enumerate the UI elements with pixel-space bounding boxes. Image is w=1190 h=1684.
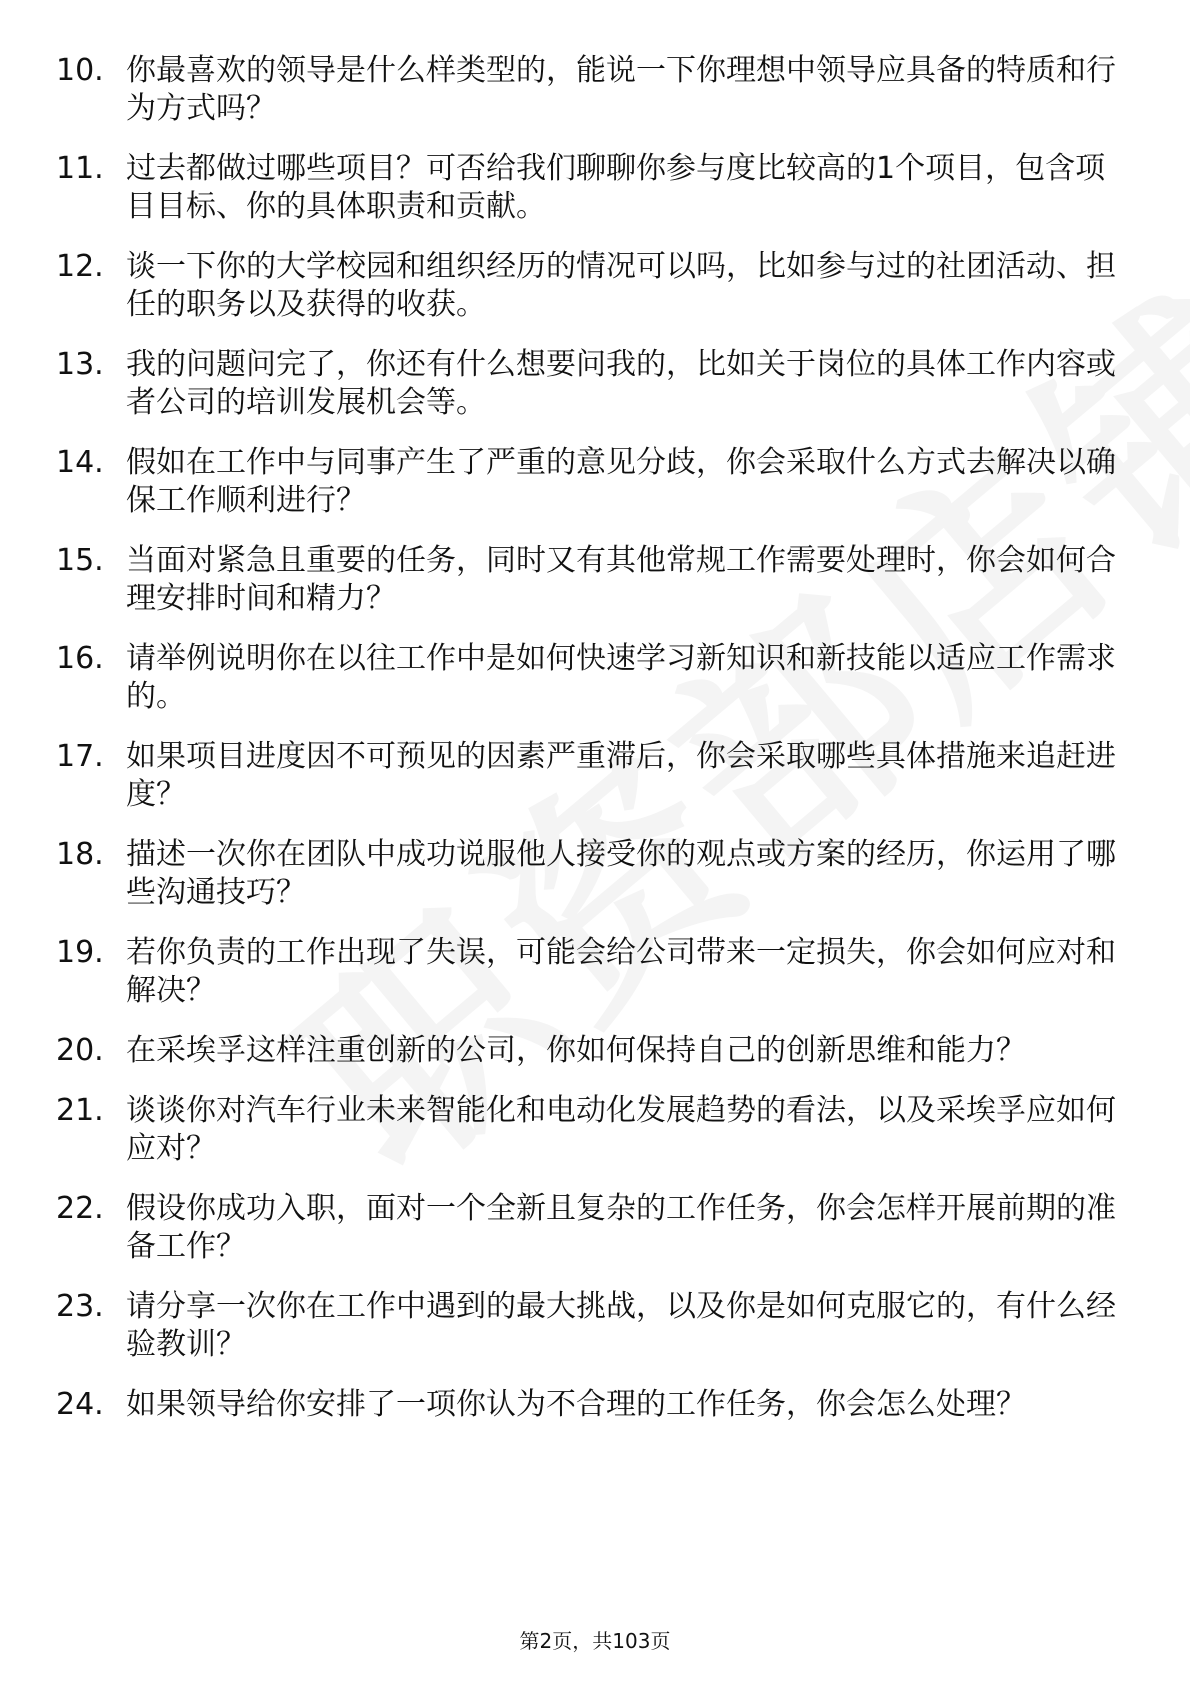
question-item <box>56 1190 1116 1266</box>
question-text: 当面对紧急且重要的任务，同时又有其他常规工作需要处理时，你会如何合理安排时间和精力？ <box>126 543 1116 616</box>
question-number: 18. <box>56 837 104 872</box>
question-item <box>56 836 1116 912</box>
question-number: 23. <box>56 1289 104 1324</box>
question-number: 24. <box>56 1387 104 1422</box>
question-item <box>56 1032 1116 1070</box>
question-item <box>56 248 1116 324</box>
question-number: 21. <box>56 1093 104 1128</box>
question-number: 17. <box>56 739 104 774</box>
question-item <box>56 934 1116 1010</box>
question-item <box>56 52 1116 128</box>
question-item <box>56 640 1116 716</box>
question-text: 我的问题问完了，你还有什么想要问我的，比如关于岗位的具体工作内容或者公司的培训发展机会等。 <box>126 347 1116 420</box>
question-number: 16. <box>56 641 104 676</box>
question-item <box>56 1288 1116 1364</box>
question-item <box>56 444 1116 520</box>
question-text: 如果领导给你安排了一项你认为不合理的工作任务，你会怎么处理？ <box>126 1387 1026 1422</box>
question-text: 谈谈你对汽车行业未来智能化和电动化发展趋势的看法，以及采埃孚应如何应对？ <box>126 1093 1116 1166</box>
question-item <box>56 1386 1116 1424</box>
question-text: 请举例说明你在以往工作中是如何快速学习新知识和新技能以适应工作需求的。 <box>126 641 1116 714</box>
question-number: 15. <box>56 543 104 578</box>
question-text: 若你负责的工作出现了失误，可能会给公司带来一定损失，你会如何应对和解决？ <box>126 935 1116 1008</box>
question-text: 请分享一次你在工作中遇到的最大挑战，以及你是如何克服它的，有什么经验教训？ <box>126 1289 1116 1362</box>
question-number: 11. <box>56 151 104 186</box>
question-text: 假设你成功入职，面对一个全新且复杂的工作任务，你会怎样开展前期的准备工作？ <box>126 1191 1116 1264</box>
question-item <box>56 346 1116 422</box>
question-number: 22. <box>56 1191 104 1226</box>
question-text: 在采埃孚这样注重创新的公司，你如何保持自己的创新思维和能力？ <box>126 1033 1026 1068</box>
question-text: 你最喜欢的领导是什么样类型的，能说一下你理想中领导应具备的特质和行为方式吗？ <box>126 53 1116 126</box>
question-item <box>56 542 1116 618</box>
question-text: 过去都做过哪些项目？可否给我们聊聊你参与度比较高的1个项目，包含项目目标、你的具体职责和贡献。 <box>126 151 1106 224</box>
question-number: 13. <box>56 347 104 382</box>
question-item <box>56 738 1116 814</box>
question-list <box>56 52 1116 1446</box>
question-text: 如果项目进度因不可预见的因素严重滞后，你会采取哪些具体措施来追赶进度？ <box>126 739 1116 812</box>
question-item <box>56 1092 1116 1168</box>
question-item <box>56 150 1116 226</box>
question-text: 谈一下你的大学校园和组织经历的情况可以吗，比如参与过的社团活动、担任的职务以及获得的收获。 <box>126 249 1116 322</box>
question-text: 描述一次你在团队中成功说服他人接受你的观点或方案的经历，你运用了哪些沟通技巧？ <box>126 837 1116 910</box>
question-number: 10. <box>56 53 104 88</box>
question-number: 20. <box>56 1033 104 1068</box>
question-text: 假如在工作中与同事产生了严重的意见分歧，你会采取什么方式去解决以确保工作顺利进行？ <box>126 445 1116 518</box>
question-number: 12. <box>56 249 104 284</box>
question-number: 14. <box>56 445 104 480</box>
question-number: 19. <box>56 935 104 970</box>
page-number-footer: 第2页，共103页 <box>519 1629 671 1653</box>
